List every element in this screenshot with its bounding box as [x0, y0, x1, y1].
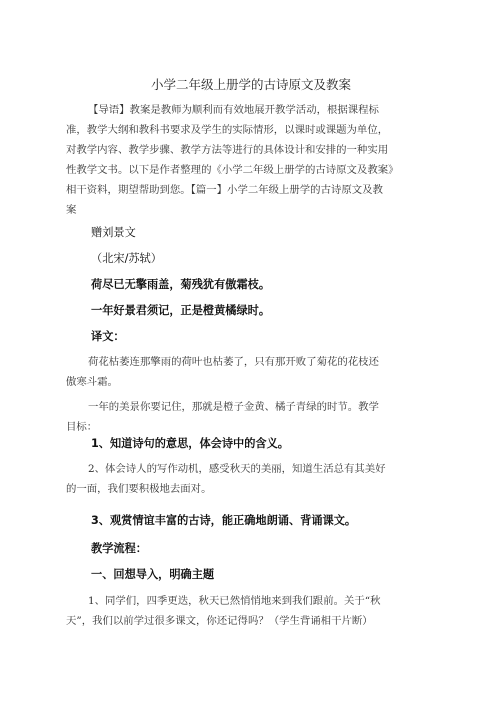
goal-3: 3、观赏情谊丰富的古诗，能正确地朗诵、背诵课文。 [91, 514, 357, 527]
intro-line: 【导语】教案是教师为顺利而有效地展开教学活动，根据课程标 [88, 104, 379, 116]
poem-line-1: 荷尽已无擎雨盖，菊残犹有傲霜枝。 [91, 278, 271, 291]
intro-line: 相干资料，期望帮助到您。【篇一】小学二年级上册学的古诗原文及教 [66, 184, 383, 196]
text-line: 荷花枯萎连那擎雨的荷叶也枯萎了，只有那开败了菊花的花枝还 [88, 356, 379, 368]
text-line: 1、同学们，四季更迭，秋天已然悄悄地来到我们跟前。关于“秋 [88, 595, 381, 607]
intro-line: 案 [66, 204, 77, 216]
translation-heading: 译文： [91, 330, 125, 343]
goal-2 [66, 459, 438, 499]
step-1-heading: 一、回想导入，明确主题 [91, 568, 215, 581]
text-line: 的一面，我们要积极地去面对。 [66, 483, 212, 495]
intro-line: 对教学内容、教学步骤、教学方法等进行的具体设计和安排的一种实用 [66, 144, 389, 156]
goal-1: 1、知道诗句的意思，体会诗中的含义。 [91, 437, 289, 450]
step-1-text [66, 591, 438, 631]
intro-paragraph [66, 100, 438, 220]
text-line: 2、体会诗人的写作动机，感受秋天的美丽，知道生活总有其美好 [88, 463, 386, 475]
translation-paragraph-2 [66, 397, 438, 437]
poem-author: （北宋/苏轼） [91, 252, 162, 265]
process-heading: 教学流程： [91, 542, 147, 555]
poem-title: 赠刘景文 [91, 226, 136, 239]
poem-line-2: 一年好景君须记，正是橙黄橘绿时。 [91, 304, 271, 317]
intro-line: 性教学文书。以下是作者整理的《小学二年级上册学的古诗原文及教案》 [66, 164, 399, 176]
text-line: 天”，我们以前学过很多课文，你还记得吗？（学生背诵相干片断） [66, 615, 373, 627]
text-line: 目标： [66, 421, 98, 433]
translation-paragraph-1 [66, 352, 438, 392]
text-line: 一年的美景你要记住，那就是橙子金黄、橘子青绿的时节。教学 [88, 401, 379, 413]
text-line: 傲寒斗霜。 [66, 376, 118, 388]
document-title: 小学二年级上册学的古诗原文及教案 [150, 77, 351, 92]
intro-line: 准，教学大纲和教科书要求及学生的实际情形，以课时或课题为单位， [66, 124, 389, 136]
